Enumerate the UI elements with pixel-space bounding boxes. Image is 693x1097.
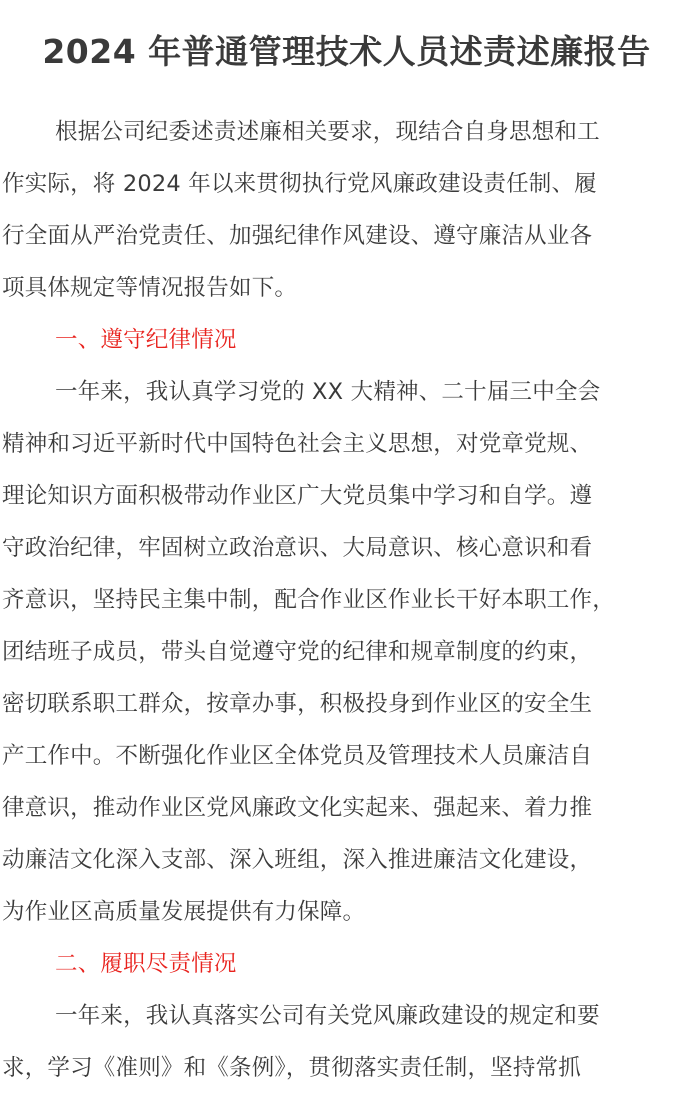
paragraph-line: 理论知识方面积极带动作业区广大党员集中学习和自学。遵 xyxy=(2,483,593,509)
paragraph-line: 密切联系职工群众，按章办事，积极投身到作业区的安全生 xyxy=(2,691,593,717)
paragraph-line: 项具体规定等情况报告如下。 xyxy=(2,275,298,301)
paragraph-line: 为作业区高质量发展提供有力保障。 xyxy=(2,899,366,925)
paragraph-line: 守政治纪律，牢固树立政治意识、大局意识、核心意识和看 xyxy=(2,535,593,561)
paragraph-line: 根据公司纪委述责述廉相关要求，现结合自身思想和工 xyxy=(55,119,600,145)
document-title: 2024 年普通管理技术人员述责述廉报告 xyxy=(42,32,651,71)
paragraph-line: 齐意识，坚持民主集中制，配合作业区作业长干好本职工作， xyxy=(2,587,615,613)
paragraph-line: 作实际，将 2024 年以来贯彻执行党风廉政建设责任制、履 xyxy=(2,171,597,197)
paragraph-line: 求，学习《准则》和《条例》，贯彻落实责任制，坚持常抓 xyxy=(2,1055,581,1081)
document-body xyxy=(2,106,691,1094)
paragraph-line: 精神和习近平新时代中国特色社会主义思想，对党章党规、 xyxy=(2,431,593,457)
paragraph-line: 一年来，我认真落实公司有关党风廉政建设的规定和要 xyxy=(55,1003,600,1029)
paragraph-line: 律意识，推动作业区党风廉政文化实起来、强起来、着力推 xyxy=(2,795,593,821)
paragraph-line: 一年来，我认真学习党的 XX 大精神、二十届三中全会 xyxy=(55,379,601,405)
paragraph-line: 团结班子成员，带头自觉遵守党的纪律和规章制度的约束， xyxy=(2,639,593,665)
paragraph-line: 动廉洁文化深入支部、深入班组，深入推进廉洁文化建设， xyxy=(2,847,593,873)
section-heading-discipline: 一、遵守纪律情况 xyxy=(55,327,237,353)
paragraph-line: 产工作中。不断强化作业区全体党员及管理技术人员廉洁自 xyxy=(2,743,593,769)
section-heading-duties: 二、履职尽责情况 xyxy=(55,951,237,977)
paragraph-line: 行全面从严治党责任、加强纪律作风建设、遵守廉洁从业各 xyxy=(2,223,593,249)
